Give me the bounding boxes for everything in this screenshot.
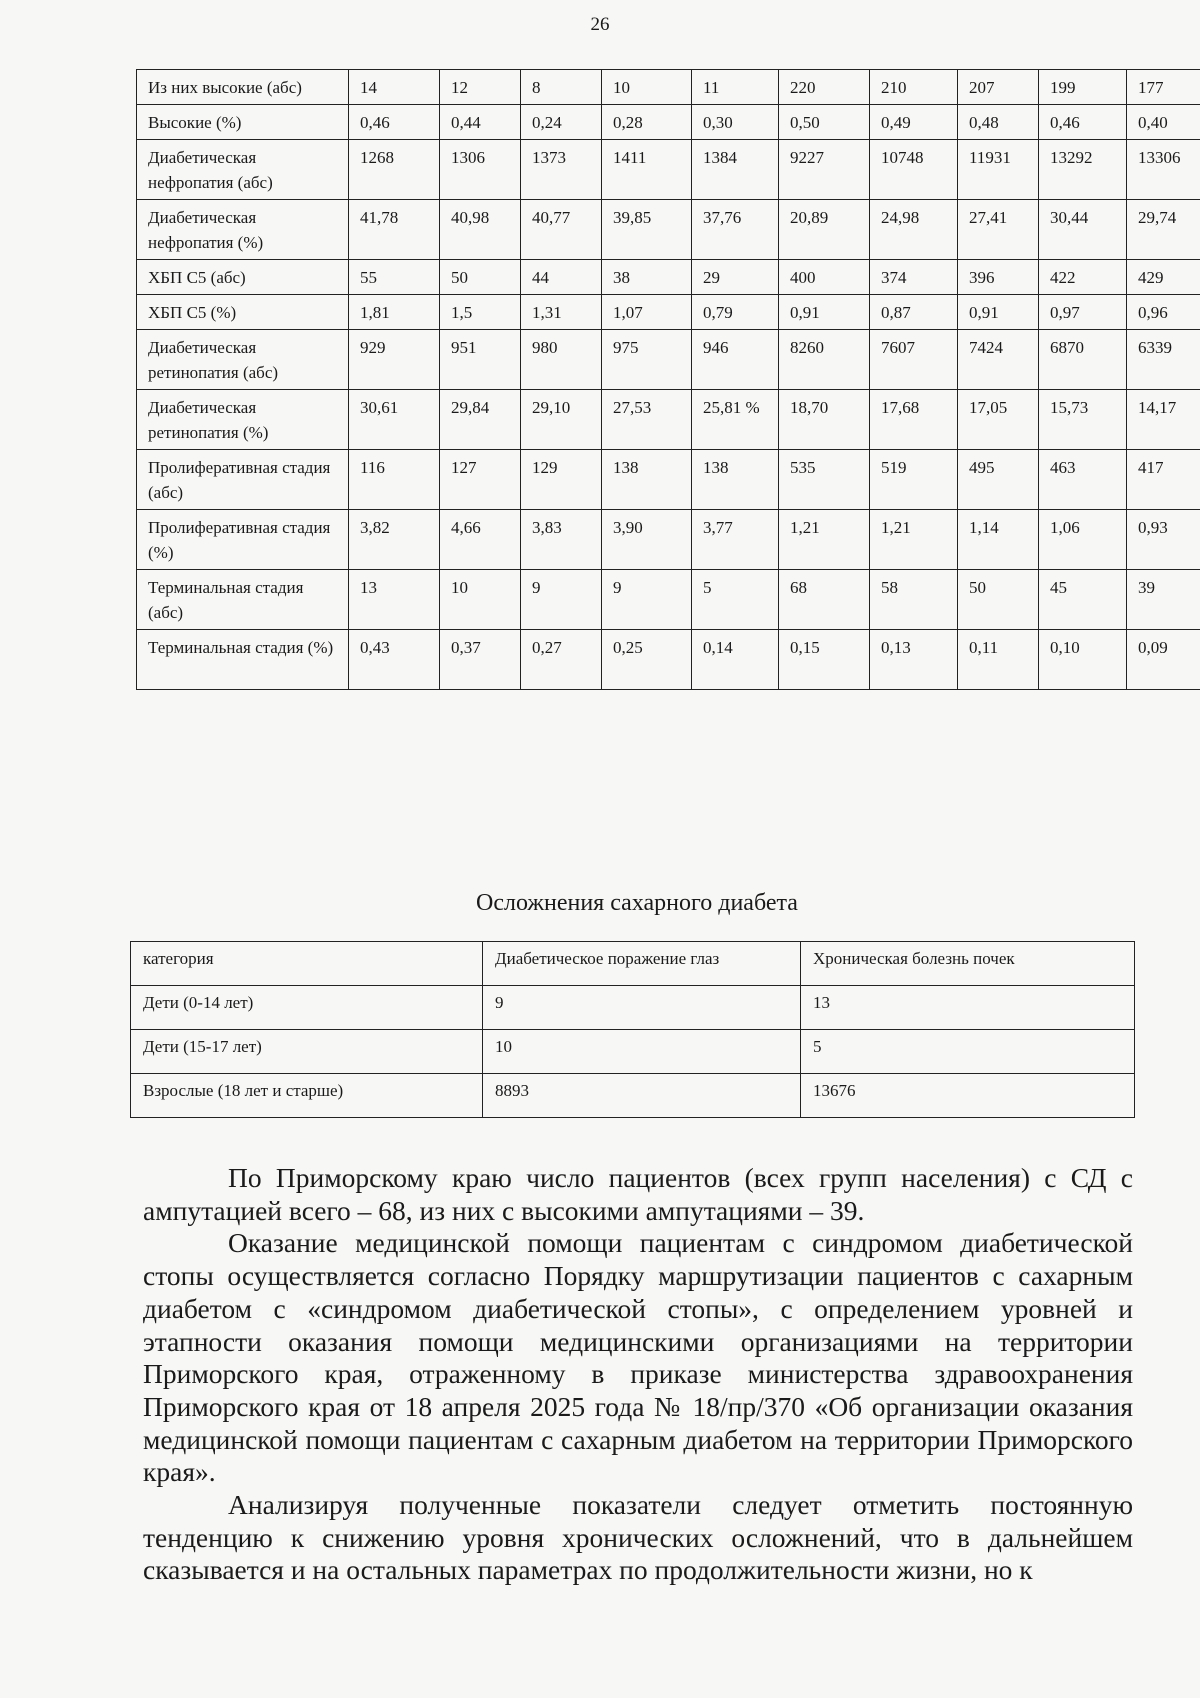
table-cell: 30,44	[1039, 200, 1127, 260]
row-label: Диабетическая нефропатия (%)	[137, 200, 349, 260]
table-cell: 1,07	[602, 295, 692, 330]
table-cell: 9	[602, 570, 692, 630]
table-cell: 0,30	[692, 105, 779, 140]
table-cell: 37,76	[692, 200, 779, 260]
table-cell: 0,97	[1039, 295, 1127, 330]
table-cell: 1,14	[958, 510, 1039, 570]
table-cell: 1384	[692, 140, 779, 200]
table-cell: 6339	[1127, 330, 1200, 390]
table-cell: 7424	[958, 330, 1039, 390]
table-cell: 18,70	[779, 390, 870, 450]
table-row	[137, 295, 1200, 330]
table-cell: 0,11	[958, 630, 1039, 690]
table-cell: 3,83	[521, 510, 602, 570]
table-cell: 400	[779, 260, 870, 295]
table-cell: 20,89	[779, 200, 870, 260]
table-cell: 1411	[602, 140, 692, 200]
body-text	[143, 1162, 1133, 1587]
row-label: Диабетическая ретинопатия (абс)	[137, 330, 349, 390]
table-cell: 7607	[870, 330, 958, 390]
table-cell: 220	[779, 70, 870, 105]
complications-table	[130, 941, 1135, 1118]
table-cell: 0,14	[692, 630, 779, 690]
table-cell: 0,96	[1127, 295, 1200, 330]
table-cell: 29,10	[521, 390, 602, 450]
table-cell: 0,49	[870, 105, 958, 140]
table-cell: 3,77	[692, 510, 779, 570]
table-cell: 17,68	[870, 390, 958, 450]
table-cell: 38	[602, 260, 692, 295]
table-cell: 207	[958, 70, 1039, 105]
table-cell: 10	[602, 70, 692, 105]
table-cell: 10748	[870, 140, 958, 200]
table-cell: 0,40	[1127, 105, 1200, 140]
table-cell: 10	[483, 1030, 801, 1074]
column-header: категория	[131, 942, 483, 986]
table-cell: 0,27	[521, 630, 602, 690]
table-cell: 0,37	[440, 630, 521, 690]
table-cell: 50	[958, 570, 1039, 630]
table-cell: 929	[349, 330, 440, 390]
table-cell: 12	[440, 70, 521, 105]
table-cell: 45	[1039, 570, 1127, 630]
table-cell: 1306	[440, 140, 521, 200]
table-cell: 9	[483, 986, 801, 1030]
table-cell: 50	[440, 260, 521, 295]
table-cell: 8	[521, 70, 602, 105]
table-cell: 55	[349, 260, 440, 295]
table-cell: 0,46	[349, 105, 440, 140]
table-cell: 1,21	[779, 510, 870, 570]
table-cell: 0,25	[602, 630, 692, 690]
table-cell: 14,17	[1127, 390, 1200, 450]
table-cell: 4,66	[440, 510, 521, 570]
table-cell: 0,87	[870, 295, 958, 330]
table-cell: 27,41	[958, 200, 1039, 260]
table-cell: 27,53	[602, 390, 692, 450]
table-row	[137, 260, 1200, 295]
table-cell: Дети (15-17 лет)	[131, 1030, 483, 1074]
table-cell: 1,5	[440, 295, 521, 330]
table-cell: 25,81 %	[692, 390, 779, 450]
table-cell: 68	[779, 570, 870, 630]
table-cell: 417	[1127, 450, 1200, 510]
page-number: 26	[590, 14, 610, 35]
row-label: ХБП С5 (абс)	[137, 260, 349, 295]
table-cell: 0,13	[870, 630, 958, 690]
table-row	[131, 1030, 1135, 1074]
table-cell: 463	[1039, 450, 1127, 510]
table-cell: 374	[870, 260, 958, 295]
table-cell: 535	[779, 450, 870, 510]
table-cell: 0,44	[440, 105, 521, 140]
table-cell: 13676	[801, 1074, 1135, 1118]
row-label: Пролиферативная стадия (абс)	[137, 450, 349, 510]
table-cell: 0,10	[1039, 630, 1127, 690]
table-cell: Взрослые (18 лет и старше)	[131, 1074, 483, 1118]
table-cell: 422	[1039, 260, 1127, 295]
table-cell: 40,98	[440, 200, 521, 260]
table-row	[137, 570, 1200, 630]
table-row	[137, 630, 1200, 690]
table-cell: 0,24	[521, 105, 602, 140]
table-cell: 9	[521, 570, 602, 630]
section-title: Осложнения сахарного диабета	[476, 890, 798, 916]
table-cell: 17,05	[958, 390, 1039, 450]
table-row	[137, 330, 1200, 390]
table-cell: 3,82	[349, 510, 440, 570]
table-cell: 138	[692, 450, 779, 510]
table-cell: 1,31	[521, 295, 602, 330]
table-cell: 29,74	[1127, 200, 1200, 260]
table-cell: 11931	[958, 140, 1039, 200]
row-label: ХБП С5 (%)	[137, 295, 349, 330]
table-cell: 39	[1127, 570, 1200, 630]
table-cell: 13	[349, 570, 440, 630]
table-cell: Дети (0-14 лет)	[131, 986, 483, 1030]
table-row	[137, 140, 1200, 200]
table-row	[137, 105, 1200, 140]
table-cell: 951	[440, 330, 521, 390]
table-cell: 1,81	[349, 295, 440, 330]
table-cell: 6870	[1039, 330, 1127, 390]
table-cell: 946	[692, 330, 779, 390]
table-cell: 975	[602, 330, 692, 390]
paragraph: Оказание медицинской помощи пациентам с синдромом диабетической стопы осуществляется согласно Порядку маршрутизации пациентов с сахарным диабетом с «синдромом диабетической стопы», с определением уровней и этапности оказания помощи медицинскими организациями на территории Приморского края, отраженному в приказе министерства здравоохранения Приморского края от 18 апреля 2025 года № 18/пр/370 «Об организации оказания медицинской помощи пациентам с сахарным диабетом на территории Приморского края».	[143, 1227, 1133, 1488]
table-cell: 44	[521, 260, 602, 295]
row-label: Пролиферативная стадия (%)	[137, 510, 349, 570]
table-cell: 116	[349, 450, 440, 510]
table-cell: 13306	[1127, 140, 1200, 200]
row-label: Терминальная стадия (абс)	[137, 570, 349, 630]
table-cell: 41,78	[349, 200, 440, 260]
row-label: Высокие (%)	[137, 105, 349, 140]
table-cell: 0,93	[1127, 510, 1200, 570]
table-cell: 519	[870, 450, 958, 510]
table-cell: 15,73	[1039, 390, 1127, 450]
table-cell: 0,50	[779, 105, 870, 140]
table-cell: 1,21	[870, 510, 958, 570]
table-cell: 0,91	[779, 295, 870, 330]
table-cell: 14	[349, 70, 440, 105]
row-label: Терминальная стадия (%)	[137, 630, 349, 690]
paragraph: Анализируя полученные показатели следует отметить постоянную тенденцию к снижению уровня хронических осложнений, что в дальнейшем сказывается и на остальных параметрах по продолжительности жизни, но к	[143, 1489, 1133, 1586]
table-cell: 429	[1127, 260, 1200, 295]
table-cell: 0,28	[602, 105, 692, 140]
table-row	[137, 390, 1200, 450]
table-cell: 0,43	[349, 630, 440, 690]
table-cell: 177	[1127, 70, 1200, 105]
table-row	[137, 70, 1200, 105]
table-row	[137, 450, 1200, 510]
table-row	[131, 986, 1135, 1030]
table-cell: 129	[521, 450, 602, 510]
table-row	[131, 1074, 1135, 1118]
table-cell: 0,79	[692, 295, 779, 330]
table-row	[137, 510, 1200, 570]
column-header: Хроническая болезнь почек	[801, 942, 1135, 986]
table-cell: 3,90	[602, 510, 692, 570]
table-cell: 127	[440, 450, 521, 510]
table-cell: 9227	[779, 140, 870, 200]
table-header-row	[131, 942, 1135, 986]
table-cell: 11	[692, 70, 779, 105]
table-cell: 30,61	[349, 390, 440, 450]
table-cell: 5	[801, 1030, 1135, 1074]
table-cell: 0,09	[1127, 630, 1200, 690]
paragraph: По Приморскому краю число пациентов (всех групп населения) с СД с ампутацией всего – 68, из них с высокими ампутациями – 39.	[143, 1162, 1133, 1226]
table-cell: 8260	[779, 330, 870, 390]
table-cell: 5	[692, 570, 779, 630]
table-cell: 980	[521, 330, 602, 390]
table-cell: 1,06	[1039, 510, 1127, 570]
table-cell: 29,84	[440, 390, 521, 450]
column-header: Диабетическое поражение глаз	[483, 942, 801, 986]
row-label: Диабетическая ретинопатия (%)	[137, 390, 349, 450]
table-cell: 495	[958, 450, 1039, 510]
table-cell: 0,91	[958, 295, 1039, 330]
table-cell: 13	[801, 986, 1135, 1030]
complications-stats-table	[136, 69, 1200, 690]
table-cell: 24,98	[870, 200, 958, 260]
table-cell: 8893	[483, 1074, 801, 1118]
row-label: Из них высокие (абс)	[137, 70, 349, 105]
table-cell: 13292	[1039, 140, 1127, 200]
table-cell: 0,48	[958, 105, 1039, 140]
table-cell: 138	[602, 450, 692, 510]
row-label: Диабетическая нефропатия (абс)	[137, 140, 349, 200]
table-cell: 396	[958, 260, 1039, 295]
table-cell: 1373	[521, 140, 602, 200]
table-cell: 39,85	[602, 200, 692, 260]
table-cell: 199	[1039, 70, 1127, 105]
table-cell: 29	[692, 260, 779, 295]
table-cell: 0,15	[779, 630, 870, 690]
table-cell: 0,46	[1039, 105, 1127, 140]
table-cell: 10	[440, 570, 521, 630]
table-cell: 58	[870, 570, 958, 630]
table-cell: 1268	[349, 140, 440, 200]
table-cell: 210	[870, 70, 958, 105]
table-cell: 40,77	[521, 200, 602, 260]
table-row	[137, 200, 1200, 260]
